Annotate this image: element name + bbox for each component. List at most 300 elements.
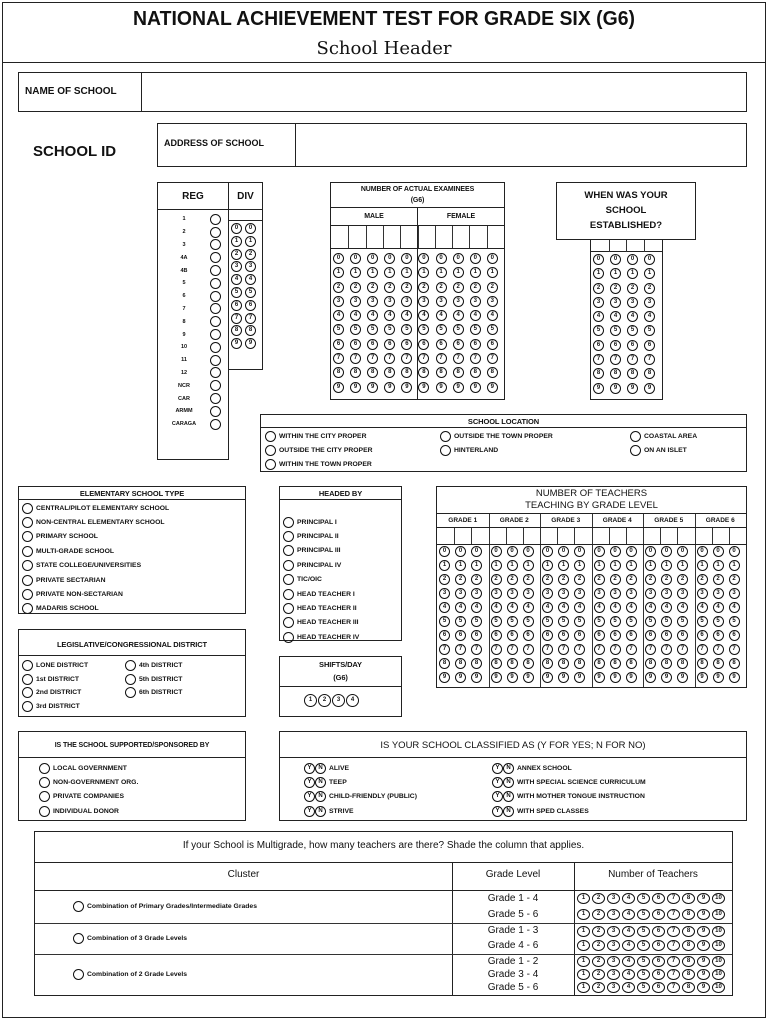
established-digit-bubble[interactable]: 7	[627, 354, 638, 365]
teacher-digit-bubble[interactable]: 3	[439, 588, 450, 599]
examinees-digit-bubble[interactable]: 7	[470, 353, 481, 364]
reg-option-bubble[interactable]	[210, 355, 221, 366]
teacher-digit-bubble[interactable]: 1	[542, 560, 553, 571]
teacher-digit-bubble[interactable]: 3	[594, 588, 605, 599]
teacher-digit-bubble[interactable]: 2	[455, 574, 466, 585]
established-digit-bubble[interactable]: 9	[610, 383, 621, 394]
teacher-count-bubble[interactable]: 3	[607, 926, 620, 937]
div-digit-bubble[interactable]: 5	[231, 287, 242, 298]
teacher-digit-bubble[interactable]: 6	[439, 630, 450, 641]
teacher-digit-bubble[interactable]: 7	[471, 644, 482, 655]
examinees-digit-bubble[interactable]: 5	[470, 324, 481, 335]
reg-option-bubble[interactable]	[210, 239, 221, 250]
examinees-digit-bubble[interactable]: 9	[333, 382, 344, 393]
teacher-count-bubble[interactable]: 4	[622, 956, 635, 967]
teacher-digit-bubble[interactable]: 2	[439, 574, 450, 585]
teacher-digit-bubble[interactable]: 6	[574, 630, 585, 641]
teacher-digit-bubble[interactable]: 1	[558, 560, 569, 571]
teacher-count-bubble[interactable]: 2	[592, 926, 605, 937]
examinees-digit-bubble[interactable]: 9	[453, 382, 464, 393]
teacher-digit-bubble[interactable]: 4	[558, 602, 569, 613]
district-option[interactable]	[22, 659, 88, 672]
teacher-digit-bubble[interactable]: 1	[574, 560, 585, 571]
shift-bubble[interactable]: 3	[332, 694, 345, 707]
school-type-option-bubble[interactable]	[22, 575, 33, 586]
teacher-count-bubble[interactable]: 7	[667, 926, 680, 937]
teacher-digit-bubble[interactable]: 7	[507, 644, 518, 655]
headed-by-option-bubble[interactable]	[283, 560, 294, 571]
teacher-digit-bubble[interactable]: 3	[713, 588, 724, 599]
examinees-digit-bubble[interactable]: 1	[384, 267, 395, 278]
teacher-digit-bubble[interactable]: 3	[729, 588, 740, 599]
examinees-digit-bubble[interactable]: 2	[333, 282, 344, 293]
div-digit-bubble[interactable]: 3	[245, 261, 256, 272]
examinees-digit-bubble[interactable]: 6	[384, 339, 395, 350]
examinees-digit-bubble[interactable]: 6	[418, 339, 429, 350]
teacher-digit-bubble[interactable]: 8	[610, 658, 621, 669]
examinees-digit-bubble[interactable]: 5	[333, 324, 344, 335]
examinees-digit-bubble[interactable]: 3	[333, 296, 344, 307]
teacher-count-bubble[interactable]: 5	[637, 926, 650, 937]
div-digit-bubble[interactable]: 5	[245, 287, 256, 298]
examinees-digit-bubble[interactable]: 0	[453, 253, 464, 264]
examinees-digit-bubble[interactable]: 5	[384, 324, 395, 335]
examinees-digit-bubble[interactable]: 0	[436, 253, 447, 264]
teacher-count-bubble[interactable]: 10	[712, 926, 725, 937]
examinees-digit-bubble[interactable]: 8	[487, 367, 498, 378]
yes-bubble[interactable]: Y	[304, 763, 315, 774]
school-type-option[interactable]	[22, 515, 169, 529]
teacher-digit-bubble[interactable]: 8	[507, 658, 518, 669]
examinees-digit-bubble[interactable]: 1	[367, 267, 378, 278]
teacher-digit-bubble[interactable]: 1	[610, 560, 621, 571]
teacher-count-bubble[interactable]: 6	[652, 969, 665, 980]
reg-option-bubble[interactable]	[210, 329, 221, 340]
established-digit-bubble[interactable]: 8	[593, 368, 604, 379]
teacher-digit-bubble[interactable]: 3	[558, 588, 569, 599]
school-type-option-bubble[interactable]	[22, 589, 33, 600]
no-bubble[interactable]: N	[503, 806, 514, 817]
teacher-digit-bubble[interactable]: 0	[542, 546, 553, 557]
teacher-count-bubble[interactable]: 6	[652, 940, 665, 951]
examinees-digit-bubble[interactable]: 4	[487, 310, 498, 321]
div-digit-bubble[interactable]: 3	[231, 261, 242, 272]
examinees-digit-bubble[interactable]: 1	[350, 267, 361, 278]
teacher-digit-bubble[interactable]: 2	[507, 574, 518, 585]
teacher-count-bubble[interactable]: 9	[697, 969, 710, 980]
div-digit-bubble[interactable]: 4	[231, 274, 242, 285]
school-type-option[interactable]	[22, 602, 169, 616]
teacher-count-bubble[interactable]: 5	[637, 982, 650, 993]
examinees-digit-bubble[interactable]: 8	[470, 367, 481, 378]
examinees-digit-bubble[interactable]: 4	[418, 310, 429, 321]
headed-by-option[interactable]	[283, 616, 359, 630]
district-option[interactable]	[22, 673, 79, 686]
teacher-count-bubble[interactable]: 4	[622, 893, 635, 904]
teacher-digit-bubble[interactable]: 2	[610, 574, 621, 585]
teacher-digit-bubble[interactable]: 1	[439, 560, 450, 571]
established-digit-bubble[interactable]: 4	[593, 311, 604, 322]
location-option-bubble[interactable]	[630, 445, 641, 456]
examinees-digit-bubble[interactable]: 2	[384, 282, 395, 293]
examinees-digit-bubble[interactable]: 4	[436, 310, 447, 321]
teacher-digit-bubble[interactable]: 5	[574, 616, 585, 627]
teacher-count-bubble[interactable]: 8	[682, 982, 695, 993]
headed-by-option[interactable]	[283, 587, 359, 601]
location-option-bubble[interactable]	[265, 459, 276, 470]
teacher-digit-bubble[interactable]: 0	[523, 546, 534, 557]
examinees-digit-bubble[interactable]: 7	[418, 353, 429, 364]
school-type-option-bubble[interactable]	[22, 603, 33, 614]
teacher-count-bubble[interactable]: 1	[577, 982, 590, 993]
reg-option-bubble[interactable]	[210, 227, 221, 238]
school-type-option[interactable]	[22, 501, 169, 515]
headed-by-option[interactable]	[283, 573, 359, 587]
name-of-school-field[interactable]	[18, 72, 747, 112]
examinees-digit-bubble[interactable]: 7	[384, 353, 395, 364]
established-digit-bubble[interactable]: 4	[627, 311, 638, 322]
reg-option-bubble[interactable]	[210, 252, 221, 263]
teacher-count-bubble[interactable]: 8	[682, 956, 695, 967]
supported-option-bubble[interactable]	[39, 763, 50, 774]
teacher-count-bubble[interactable]: 1	[577, 956, 590, 967]
examinees-digit-bubble[interactable]: 9	[436, 382, 447, 393]
examinees-digit-bubble[interactable]: 3	[453, 296, 464, 307]
classified-right-option[interactable]	[492, 775, 646, 789]
headed-by-option[interactable]	[283, 601, 359, 615]
established-digit-bubble[interactable]: 7	[644, 354, 655, 365]
div-digit-bubble[interactable]: 0	[245, 223, 256, 234]
teacher-digit-bubble[interactable]: 7	[729, 644, 740, 655]
established-digit-bubble[interactable]: 9	[644, 383, 655, 394]
teacher-digit-bubble[interactable]: 4	[610, 602, 621, 613]
examinees-digit-bubble[interactable]: 2	[350, 282, 361, 293]
teacher-digit-bubble[interactable]: 8	[455, 658, 466, 669]
headed-by-option-bubble[interactable]	[283, 617, 294, 628]
examinees-digit-bubble[interactable]: 4	[384, 310, 395, 321]
location-option-bubble[interactable]	[440, 431, 451, 442]
teacher-digit-bubble[interactable]: 2	[729, 574, 740, 585]
teacher-digit-bubble[interactable]: 0	[626, 546, 637, 557]
teacher-digit-bubble[interactable]: 8	[661, 658, 672, 669]
examinees-digit-bubble[interactable]: 1	[453, 267, 464, 278]
teacher-digit-bubble[interactable]: 8	[471, 658, 482, 669]
supported-option[interactable]	[39, 804, 138, 818]
teacher-count-bubble[interactable]: 1	[577, 926, 590, 937]
teacher-digit-bubble[interactable]: 9	[523, 672, 534, 683]
teacher-digit-bubble[interactable]: 4	[491, 602, 502, 613]
teacher-digit-bubble[interactable]: 5	[491, 616, 502, 627]
headed-by-option[interactable]	[283, 630, 359, 644]
teacher-digit-bubble[interactable]: 8	[574, 658, 585, 669]
teacher-digit-bubble[interactable]: 3	[645, 588, 656, 599]
teacher-count-bubble[interactable]: 2	[592, 956, 605, 967]
examinees-digit-bubble[interactable]: 6	[487, 339, 498, 350]
headed-by-option[interactable]	[283, 529, 359, 543]
school-type-option-bubble[interactable]	[22, 531, 33, 542]
teacher-digit-bubble[interactable]: 0	[455, 546, 466, 557]
supported-option-bubble[interactable]	[39, 806, 50, 817]
teacher-digit-bubble[interactable]: 7	[491, 644, 502, 655]
examinees-digit-bubble[interactable]: 5	[436, 324, 447, 335]
teacher-digit-bubble[interactable]: 7	[523, 644, 534, 655]
established-digit-bubble[interactable]: 7	[593, 354, 604, 365]
div-digit-bubble[interactable]: 1	[245, 236, 256, 247]
teacher-digit-bubble[interactable]: 4	[677, 602, 688, 613]
examinees-digit-bubble[interactable]: 6	[453, 339, 464, 350]
teacher-digit-bubble[interactable]: 4	[574, 602, 585, 613]
teacher-digit-bubble[interactable]: 5	[610, 616, 621, 627]
teacher-count-bubble[interactable]: 8	[682, 926, 695, 937]
examinees-digit-bubble[interactable]: 6	[367, 339, 378, 350]
teacher-digit-bubble[interactable]: 4	[697, 602, 708, 613]
teacher-digit-bubble[interactable]: 6	[558, 630, 569, 641]
teacher-digit-bubble[interactable]: 9	[626, 672, 637, 683]
established-digit-bubble[interactable]: 6	[644, 340, 655, 351]
teacher-digit-bubble[interactable]: 7	[542, 644, 553, 655]
teacher-digit-bubble[interactable]: 4	[507, 602, 518, 613]
teacher-digit-bubble[interactable]: 7	[610, 644, 621, 655]
examinees-digit-bubble[interactable]: 1	[436, 267, 447, 278]
teacher-count-bubble[interactable]: 9	[697, 940, 710, 951]
teacher-count-bubble[interactable]: 7	[667, 969, 680, 980]
established-digit-bubble[interactable]: 0	[593, 254, 604, 265]
examinees-digit-bubble[interactable]: 7	[436, 353, 447, 364]
examinees-digit-bubble[interactable]: 4	[333, 310, 344, 321]
teacher-digit-bubble[interactable]: 0	[594, 546, 605, 557]
teacher-count-bubble[interactable]: 6	[652, 956, 665, 967]
teacher-digit-bubble[interactable]: 4	[542, 602, 553, 613]
headed-by-option-bubble[interactable]	[283, 517, 294, 528]
yes-bubble[interactable]: Y	[304, 806, 315, 817]
yes-bubble[interactable]: Y	[304, 777, 315, 788]
reg-option-bubble[interactable]	[210, 278, 221, 289]
teacher-digit-bubble[interactable]: 4	[713, 602, 724, 613]
teacher-count-bubble[interactable]: 1	[577, 909, 590, 920]
teacher-digit-bubble[interactable]: 6	[594, 630, 605, 641]
div-digit-bubble[interactable]: 0	[231, 223, 242, 234]
district-option[interactable]	[125, 686, 182, 699]
teacher-digit-bubble[interactable]: 4	[729, 602, 740, 613]
teacher-digit-bubble[interactable]: 8	[697, 658, 708, 669]
teacher-digit-bubble[interactable]: 1	[594, 560, 605, 571]
teacher-digit-bubble[interactable]: 0	[558, 546, 569, 557]
headed-by-option[interactable]	[283, 544, 359, 558]
reg-option-bubble[interactable]	[210, 303, 221, 314]
teacher-digit-bubble[interactable]: 7	[558, 644, 569, 655]
reg-option-bubble[interactable]	[210, 393, 221, 404]
teacher-digit-bubble[interactable]: 8	[558, 658, 569, 669]
headed-by-option-bubble[interactable]	[283, 545, 294, 556]
div-digit-bubble[interactable]: 6	[245, 300, 256, 311]
teacher-digit-bubble[interactable]: 5	[455, 616, 466, 627]
teacher-digit-bubble[interactable]: 3	[507, 588, 518, 599]
teacher-count-bubble[interactable]: 7	[667, 893, 680, 904]
teacher-digit-bubble[interactable]: 7	[455, 644, 466, 655]
cluster-option-bubble[interactable]	[73, 933, 84, 944]
teacher-digit-bubble[interactable]: 7	[697, 644, 708, 655]
examinees-digit-bubble[interactable]: 8	[453, 367, 464, 378]
established-digit-bubble[interactable]: 8	[644, 368, 655, 379]
teacher-digit-bubble[interactable]: 9	[697, 672, 708, 683]
established-digit-bubble[interactable]: 3	[627, 297, 638, 308]
location-option[interactable]	[265, 458, 372, 471]
teacher-digit-bubble[interactable]: 5	[697, 616, 708, 627]
teacher-digit-bubble[interactable]: 9	[558, 672, 569, 683]
teacher-count-bubble[interactable]: 9	[697, 926, 710, 937]
reg-option-bubble[interactable]	[210, 316, 221, 327]
teacher-digit-bubble[interactable]: 1	[455, 560, 466, 571]
teacher-count-bubble[interactable]: 10	[712, 909, 725, 920]
examinees-digit-bubble[interactable]: 8	[384, 367, 395, 378]
school-type-option[interactable]	[22, 587, 169, 601]
examinees-digit-bubble[interactable]: 0	[333, 253, 344, 264]
cluster-option-bubble[interactable]	[73, 901, 84, 912]
school-type-option[interactable]	[22, 573, 169, 587]
examinees-digit-bubble[interactable]: 2	[453, 282, 464, 293]
examinees-digit-bubble[interactable]: 5	[401, 324, 412, 335]
established-digit-bubble[interactable]: 5	[644, 325, 655, 336]
teacher-count-bubble[interactable]: 6	[652, 893, 665, 904]
teacher-digit-bubble[interactable]: 5	[594, 616, 605, 627]
classified-left-option[interactable]	[304, 804, 417, 818]
teacher-digit-bubble[interactable]: 2	[661, 574, 672, 585]
established-digit-bubble[interactable]: 2	[610, 283, 621, 294]
div-digit-bubble[interactable]: 7	[231, 313, 242, 324]
examinees-digit-bubble[interactable]: 9	[367, 382, 378, 393]
teacher-digit-bubble[interactable]: 4	[471, 602, 482, 613]
examinees-digit-bubble[interactable]: 7	[453, 353, 464, 364]
teacher-digit-bubble[interactable]: 8	[594, 658, 605, 669]
teacher-digit-bubble[interactable]: 9	[574, 672, 585, 683]
classified-left-option[interactable]	[304, 775, 417, 789]
reg-option-bubble[interactable]	[210, 406, 221, 417]
examinees-digit-bubble[interactable]: 2	[470, 282, 481, 293]
location-option[interactable]	[630, 444, 687, 457]
school-type-option[interactable]	[22, 559, 169, 573]
headed-by-option-bubble[interactable]	[283, 574, 294, 585]
teacher-digit-bubble[interactable]: 0	[491, 546, 502, 557]
teacher-digit-bubble[interactable]: 3	[491, 588, 502, 599]
district-option-bubble[interactable]	[125, 687, 136, 698]
examinees-digit-bubble[interactable]: 6	[350, 339, 361, 350]
teacher-digit-bubble[interactable]: 2	[697, 574, 708, 585]
teacher-digit-bubble[interactable]: 7	[661, 644, 672, 655]
teacher-digit-bubble[interactable]: 9	[729, 672, 740, 683]
examinees-digit-bubble[interactable]: 0	[350, 253, 361, 264]
supported-option-bubble[interactable]	[39, 791, 50, 802]
teacher-digit-bubble[interactable]: 6	[729, 630, 740, 641]
teacher-digit-bubble[interactable]: 7	[574, 644, 585, 655]
examinees-digit-bubble[interactable]: 2	[367, 282, 378, 293]
examinees-digit-bubble[interactable]: 1	[333, 267, 344, 278]
teacher-digit-bubble[interactable]: 5	[558, 616, 569, 627]
examinees-digit-bubble[interactable]: 3	[350, 296, 361, 307]
teacher-digit-bubble[interactable]: 8	[542, 658, 553, 669]
teacher-digit-bubble[interactable]: 9	[471, 672, 482, 683]
school-type-option[interactable]	[22, 530, 169, 544]
div-digit-bubble[interactable]: 8	[245, 325, 256, 336]
teacher-digit-bubble[interactable]: 1	[523, 560, 534, 571]
teacher-digit-bubble[interactable]: 9	[594, 672, 605, 683]
teacher-count-bubble[interactable]: 4	[622, 969, 635, 980]
examinees-digit-bubble[interactable]: 7	[401, 353, 412, 364]
teacher-count-bubble[interactable]: 3	[607, 893, 620, 904]
teacher-digit-bubble[interactable]: 4	[439, 602, 450, 613]
teacher-count-bubble[interactable]: 2	[592, 893, 605, 904]
teacher-digit-bubble[interactable]: 6	[677, 630, 688, 641]
teacher-digit-bubble[interactable]: 2	[677, 574, 688, 585]
teacher-digit-bubble[interactable]: 1	[507, 560, 518, 571]
supported-option[interactable]	[39, 761, 138, 775]
examinees-digit-bubble[interactable]: 2	[418, 282, 429, 293]
examinees-digit-bubble[interactable]: 9	[384, 382, 395, 393]
reg-option-bubble[interactable]	[210, 214, 221, 225]
reg-option-bubble[interactable]	[210, 419, 221, 430]
examinees-digit-bubble[interactable]: 0	[487, 253, 498, 264]
established-digit-bubble[interactable]: 2	[627, 283, 638, 294]
teacher-digit-bubble[interactable]: 1	[626, 560, 637, 571]
yes-bubble[interactable]: Y	[492, 791, 503, 802]
teacher-digit-bubble[interactable]: 0	[713, 546, 724, 557]
teacher-digit-bubble[interactable]: 6	[610, 630, 621, 641]
established-digit-bubble[interactable]: 6	[593, 340, 604, 351]
no-bubble[interactable]: N	[503, 777, 514, 788]
established-digit-bubble[interactable]: 5	[627, 325, 638, 336]
classified-left-option[interactable]	[304, 790, 417, 804]
teacher-count-bubble[interactable]: 9	[697, 956, 710, 967]
cluster-option[interactable]	[73, 932, 187, 946]
established-digit-bubble[interactable]: 6	[627, 340, 638, 351]
teacher-digit-bubble[interactable]: 2	[713, 574, 724, 585]
div-digit-bubble[interactable]: 2	[231, 249, 242, 260]
teacher-digit-bubble[interactable]: 3	[677, 588, 688, 599]
school-type-option-bubble[interactable]	[22, 503, 33, 514]
teacher-count-bubble[interactable]: 7	[667, 909, 680, 920]
teacher-digit-bubble[interactable]: 5	[713, 616, 724, 627]
teacher-digit-bubble[interactable]: 6	[455, 630, 466, 641]
teacher-digit-bubble[interactable]: 0	[661, 546, 672, 557]
teacher-count-bubble[interactable]: 8	[682, 909, 695, 920]
established-digit-bubble[interactable]: 5	[593, 325, 604, 336]
yes-bubble[interactable]: Y	[492, 777, 503, 788]
district-option-bubble[interactable]	[22, 701, 33, 712]
teacher-digit-bubble[interactable]: 3	[697, 588, 708, 599]
district-option-bubble[interactable]	[125, 660, 136, 671]
teacher-count-bubble[interactable]: 1	[577, 969, 590, 980]
teacher-count-bubble[interactable]: 10	[712, 982, 725, 993]
teacher-count-bubble[interactable]: 5	[637, 940, 650, 951]
teacher-digit-bubble[interactable]: 6	[645, 630, 656, 641]
examinees-digit-bubble[interactable]: 5	[418, 324, 429, 335]
teacher-digit-bubble[interactable]: 1	[491, 560, 502, 571]
teacher-digit-bubble[interactable]: 5	[661, 616, 672, 627]
reg-option-bubble[interactable]	[210, 342, 221, 353]
teacher-count-bubble[interactable]: 3	[607, 969, 620, 980]
teacher-count-bubble[interactable]: 5	[637, 956, 650, 967]
cluster-option-bubble[interactable]	[73, 969, 84, 980]
shift-bubble[interactable]: 4	[346, 694, 359, 707]
examinees-digit-bubble[interactable]: 4	[401, 310, 412, 321]
reg-option-bubble[interactable]	[210, 367, 221, 378]
established-digit-bubble[interactable]: 4	[644, 311, 655, 322]
established-digit-bubble[interactable]: 0	[610, 254, 621, 265]
teacher-count-bubble[interactable]: 1	[577, 893, 590, 904]
teacher-count-bubble[interactable]: 1	[577, 940, 590, 951]
school-type-option-bubble[interactable]	[22, 546, 33, 557]
teacher-digit-bubble[interactable]: 3	[542, 588, 553, 599]
teacher-digit-bubble[interactable]: 6	[626, 630, 637, 641]
